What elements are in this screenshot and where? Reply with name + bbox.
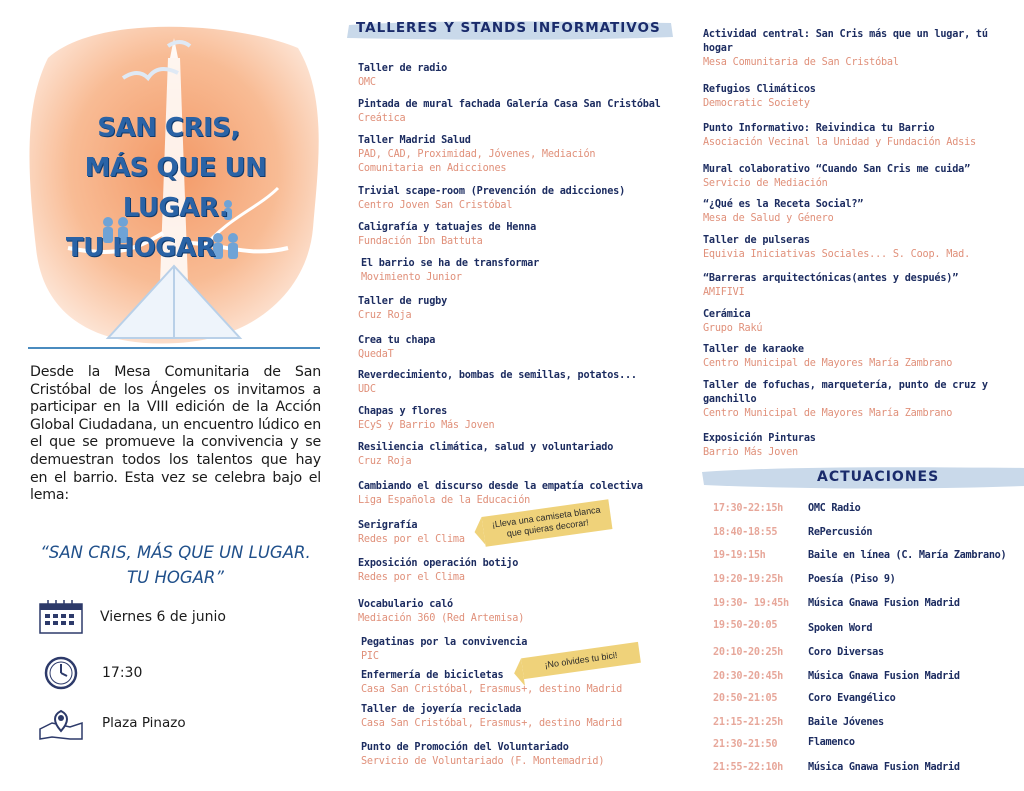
schedule-act: Poesía (Piso 9) bbox=[808, 574, 896, 585]
hero-title-line-2: MÁS QUE UN LUGAR. bbox=[84, 153, 267, 223]
event-motto: “SAN CRIS, MÁS QUE UN LUGAR. TU HOGAR” bbox=[40, 543, 311, 587]
schedule-act: OMC Radio bbox=[808, 503, 861, 514]
item-organizer: Mediación 360 (Red Artemisa) bbox=[358, 613, 525, 624]
item-organizer: UDC bbox=[358, 384, 376, 395]
item-organizer: Cruz Roja bbox=[358, 456, 412, 467]
list-item bbox=[358, 62, 678, 90]
list-item bbox=[358, 134, 633, 176]
list-item bbox=[703, 83, 1003, 111]
item-title: Taller de karaoke bbox=[703, 344, 804, 355]
list-item bbox=[358, 405, 678, 433]
list-item bbox=[358, 480, 678, 508]
list-item bbox=[703, 272, 1003, 300]
item-title: “Barreras arquitectónicas(antes y después)” bbox=[703, 273, 959, 284]
item-organizer: Servicio de Voluntariado (F. Montemadrid) bbox=[361, 756, 605, 767]
item-title: Punto de Promoción del Voluntariado bbox=[361, 742, 569, 753]
item-title: Serigrafía bbox=[358, 520, 418, 531]
item-organizer: Cruz Roja bbox=[358, 310, 412, 321]
item-organizer: Equivia Iniciativas Sociales... S. Coop. Mad. bbox=[703, 249, 971, 260]
schedule-time: 20:30-20:45h bbox=[713, 671, 784, 682]
item-organizer: QuedaT bbox=[358, 349, 394, 360]
schedule-act: Música Gnawa Fusion Madrid bbox=[808, 598, 960, 609]
list-item bbox=[703, 234, 1003, 262]
bike-note: ¡No olvides tu bici! bbox=[521, 642, 641, 679]
schedule-row bbox=[713, 647, 1018, 658]
schedule-time: 17:30-22:15h bbox=[713, 503, 784, 514]
schedule-time: 20:10-20:25h bbox=[713, 647, 784, 658]
hero-title-line-3: TU HOGAR bbox=[65, 233, 216, 263]
list-item bbox=[358, 369, 678, 397]
item-organizer: Centro Joven San Cristóbal bbox=[358, 200, 513, 211]
schedule-time: 19:50-20:05 bbox=[713, 620, 778, 631]
schedule-time: 21:15-21:25h bbox=[713, 717, 784, 728]
item-organizer: Fundación Ibn Battuta bbox=[358, 236, 483, 247]
list-item bbox=[703, 308, 1003, 336]
actuaciones-heading: ACTUACIONES bbox=[817, 469, 940, 485]
list-item bbox=[358, 295, 678, 323]
schedule-act: Coro Evangélico bbox=[808, 693, 896, 704]
hero-title bbox=[28, 108, 323, 268]
divider bbox=[28, 347, 320, 349]
schedule-row bbox=[713, 739, 1018, 750]
event-date bbox=[36, 596, 226, 638]
item-title: Cerámica bbox=[703, 309, 751, 320]
schedule-act: Coro Diversas bbox=[808, 647, 884, 658]
item-title: Caligrafía y tatuajes de Henna bbox=[358, 222, 537, 233]
item-title: Mural colaborativo “Cuando San Cris me cuida” bbox=[703, 164, 971, 175]
schedule-time: 19:20-19:25h bbox=[713, 574, 784, 585]
schedule-act: Música Gnawa Fusion Madrid bbox=[808, 671, 960, 682]
item-organizer: Democratic Society bbox=[703, 98, 810, 109]
item-title: Actividad central: San Cris más que un lugar, tú hogar bbox=[703, 29, 988, 54]
item-title: “¿Qué es la Receta Social?” bbox=[703, 199, 864, 210]
item-organizer: Grupo Rakú bbox=[703, 323, 763, 334]
item-title: El barrio se ha de transformar bbox=[361, 258, 540, 269]
schedule-time: 19:30- 19:45h bbox=[713, 598, 789, 609]
item-organizer: PAD, CAD, Proximidad, Jóvenes, Mediación Comunitaria en Adicciones bbox=[358, 149, 596, 174]
list-item bbox=[358, 98, 678, 126]
list-item bbox=[358, 334, 678, 362]
list-item bbox=[703, 343, 1003, 371]
schedule-row bbox=[713, 620, 1018, 634]
intro-paragraph: Desde la Mesa Comunitaria de San Cristóbal de los Ángeles os invitamos a participar en la VIII edición de la Acción Global Ciudadana, un encuentro lúdico en el que se promueve la convivencia y se demuestran todos los talentos que hay en el barrio. Esta vez se celebra bajo el lema: bbox=[30, 364, 321, 504]
item-organizer: Creática bbox=[358, 113, 406, 124]
event-time bbox=[36, 652, 142, 694]
list-item bbox=[358, 557, 678, 585]
item-organizer: Redes por el Clima bbox=[358, 572, 465, 583]
list-item bbox=[361, 257, 681, 285]
schedule-act: Flamenco bbox=[808, 737, 855, 748]
item-organizer: OMC bbox=[358, 77, 376, 88]
list-item bbox=[361, 741, 681, 769]
event-date-text: Viernes 6 de junio bbox=[100, 609, 226, 625]
schedule-time: 21:30-21:50 bbox=[713, 739, 778, 750]
schedule-time: 20:50-21:05 bbox=[713, 693, 778, 704]
item-organizer: ECyS y Barrio Más Joven bbox=[358, 420, 495, 431]
item-organizer: Liga Española de la Educación bbox=[358, 495, 531, 506]
item-title: Taller de radio bbox=[358, 63, 448, 74]
list-item bbox=[358, 441, 678, 469]
list-item bbox=[703, 122, 1003, 150]
schedule-row bbox=[713, 762, 1018, 773]
list-item bbox=[703, 163, 1003, 191]
list-item bbox=[703, 28, 1003, 70]
schedule-row bbox=[713, 598, 1018, 609]
item-title: Pintada de mural fachada Galería Casa San Cristóbal bbox=[358, 99, 661, 110]
list-item bbox=[703, 198, 1003, 226]
item-title: Taller de rugby bbox=[358, 296, 448, 307]
schedule-row bbox=[713, 550, 1018, 561]
item-title: Trivial scape-room (Prevención de adicciones) bbox=[358, 186, 626, 197]
item-organizer: Mesa de Salud y Género bbox=[703, 213, 834, 224]
schedule-row bbox=[713, 503, 1018, 514]
item-title: Taller de pulseras bbox=[703, 235, 810, 246]
schedule-row bbox=[713, 693, 1018, 704]
item-title: Reverdecimiento, bombas de semillas, potatos... bbox=[358, 370, 637, 381]
item-title: Crea tu chapa bbox=[358, 335, 436, 346]
list-item bbox=[361, 703, 681, 731]
schedule-time: 21:55-22:10h bbox=[713, 762, 784, 773]
item-title: Punto Informativo: Reivindica tu Barrio bbox=[703, 123, 935, 134]
item-title: Taller de fofuchas, marquetería, punto de cruz y ganchillo bbox=[703, 380, 988, 405]
item-organizer: Barrio Más Joven bbox=[703, 447, 798, 458]
item-organizer: PIC bbox=[361, 651, 379, 662]
item-title: Resiliencia climática, salud y voluntariado bbox=[358, 442, 614, 453]
list-item bbox=[358, 221, 678, 249]
schedule-row bbox=[713, 527, 1018, 538]
item-organizer: Redes por el Clima bbox=[358, 534, 465, 545]
schedule-act: Música Gnawa Fusion Madrid bbox=[808, 762, 960, 773]
item-organizer: Centro Municipal de Mayores María Zambrano bbox=[703, 358, 953, 369]
item-organizer: Casa San Cristóbal, Erasmus+, destino Madrid bbox=[361, 718, 623, 729]
schedule-act: Baile Jóvenes bbox=[808, 717, 884, 728]
schedule-row bbox=[713, 574, 1018, 585]
item-title: Exposición Pinturas bbox=[703, 433, 816, 444]
item-organizer: Mesa Comunitaria de San Cristóbal bbox=[703, 57, 899, 68]
schedule-row bbox=[713, 717, 1018, 728]
hero-title-line-1: SAN CRIS, bbox=[97, 113, 240, 143]
item-title: Taller Madrid Salud bbox=[358, 135, 471, 146]
clock-icon bbox=[36, 652, 86, 694]
hero-illustration bbox=[28, 18, 323, 348]
schedule-time: 19-19:15h bbox=[713, 550, 766, 561]
event-time-text: 17:30 bbox=[102, 665, 143, 681]
event-place bbox=[36, 702, 186, 744]
list-item bbox=[703, 379, 1003, 421]
item-title: Enfermería de bicicletas bbox=[361, 670, 504, 681]
schedule-act: Baile en línea (C. María Zambrano) bbox=[808, 550, 1007, 561]
item-organizer: Asociación Vecinal la Unidad y Fundación Adsis bbox=[703, 137, 976, 148]
talleres-heading: TALLERES Y STANDS INFORMATIVOS bbox=[356, 20, 661, 36]
item-title: Pegatinas por la convivencia bbox=[361, 637, 528, 648]
schedule-time: 18:40-18:55 bbox=[713, 527, 778, 538]
item-title: Exposición operación botijo bbox=[358, 558, 519, 569]
item-title: Chapas y flores bbox=[358, 406, 448, 417]
list-item bbox=[358, 185, 678, 213]
item-organizer: Servicio de Mediación bbox=[703, 178, 828, 189]
item-title: Taller de joyería reciclada bbox=[361, 704, 522, 715]
item-title: Vocabulario caló bbox=[358, 599, 453, 610]
schedule-act: Spoken Word bbox=[808, 623, 873, 634]
list-item bbox=[703, 432, 1003, 460]
list-item bbox=[358, 598, 678, 626]
item-title: Refugios Climáticos bbox=[703, 84, 816, 95]
item-organizer: Movimiento Junior bbox=[361, 272, 462, 283]
item-organizer: Casa San Cristóbal, Erasmus+, destino Madrid bbox=[361, 684, 623, 695]
schedule-act: RePercusión bbox=[808, 527, 873, 538]
calendar-icon bbox=[36, 596, 86, 638]
item-title: Cambiando el discurso desde la empatía colectiva bbox=[358, 481, 643, 492]
schedule-row bbox=[713, 671, 1018, 682]
tshirt-note: ¡Lleva una camiseta blanca que quieras decorar! bbox=[482, 499, 613, 547]
event-place-text: Plaza Pinazo bbox=[102, 715, 186, 731]
item-organizer: Centro Municipal de Mayores María Zambrano bbox=[703, 408, 953, 419]
map-pin-icon bbox=[36, 702, 86, 744]
item-organizer: AMIFIVI bbox=[703, 287, 745, 298]
